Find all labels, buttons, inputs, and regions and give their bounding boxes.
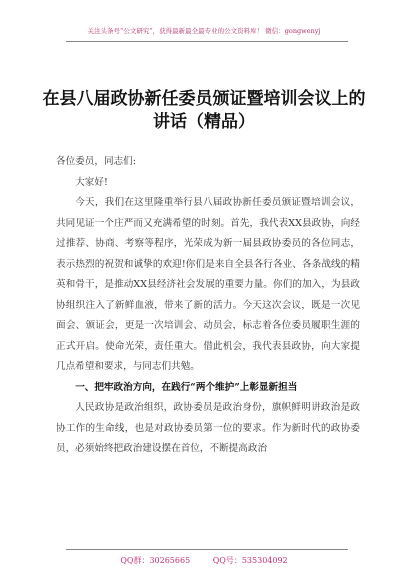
- footer: [0, 555, 408, 566]
- header-divider: [66, 41, 348, 42]
- salutation: 各位委员，同志们:: [56, 156, 136, 167]
- section-paragraph: 人民政协是政治组织，政协委员是政治身份，旗帜鲜明讲政治是政协工作的生命线，也是对政协委员第一位的要求。作为新时代的政协委员，必须始终把政治建设摆在首位，不断提高政治: [56, 402, 360, 454]
- opening-paragraph: 今天，我们在这里隆重举行县八届政协新任委员颁证暨培训会议，共同见证一个庄严而又充满希望的时刻。首先，我代表XX县政协，向经过推荐、协商、考察等程序，光荣成为新一届县政协委员的各位同志，表示热烈的祝贺和诚挚的欢迎!你们是来自全县各行各业、各条战线的精英和骨干，是推动XX县经济社会发展的重要力量。你们的加入，为县政协组织注入了新鲜血液，带来了新的活力。今天这次会议，既是一次见面会、颁证会，更是一次培训会、动员会，标志着各位委员履职生涯的正式开启。使命光荣，责任重大。借此机会，我代表县政协，向大家提几点希望和要求，与同志们共勉。: [56, 197, 360, 372]
- greeting: 大家好!: [75, 176, 108, 188]
- document-body: [56, 152, 360, 460]
- section-heading: 一、把牢政治方向，在践行“两个维护”上彰显新担当: [75, 381, 298, 393]
- footer-divider: [66, 549, 348, 550]
- qq-group-text: QQ群：30265665: [120, 556, 191, 565]
- qq-number-text: QQ号：535304092: [212, 556, 288, 565]
- header-banner: 关注头条号“公文研究”，获得最新最全最专业的公文资料库！ 微信：gongwenyj: [87, 27, 321, 35]
- document-title: 在县八届政协新任委员颁证暨培训会议上的讲话（精品）: [42, 89, 366, 132]
